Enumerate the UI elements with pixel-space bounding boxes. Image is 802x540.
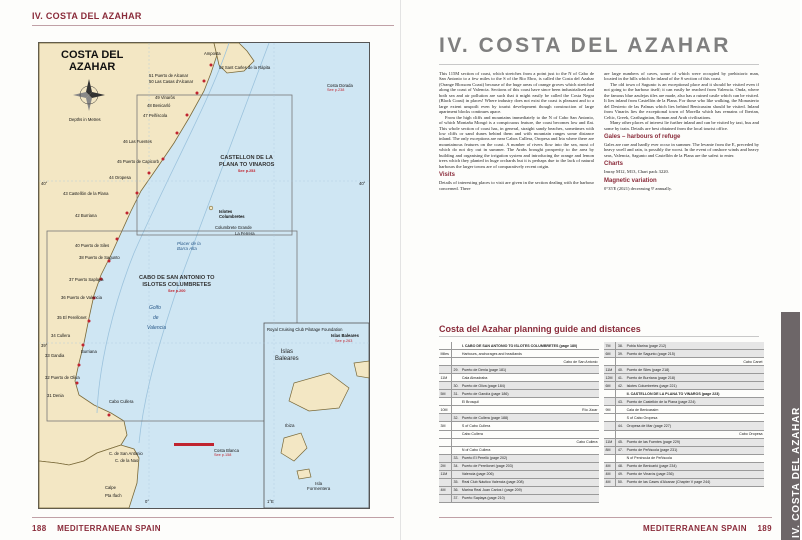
harbour-cell: Puerto de Peñíscola (page 231) [625,446,764,454]
la-ferrera-label: La Ferrera [235,231,255,236]
place-label: 34 Cullera [51,333,71,338]
table-row [439,470,599,478]
number-cell: 31. [452,390,461,398]
table-row [439,414,599,422]
text-column-2 [604,71,759,191]
number-cell [452,446,461,454]
formentera-label [307,481,330,491]
table-row [604,454,764,462]
map-title-line2: AZAHAR [68,61,116,73]
place-label: Amposta [204,51,221,56]
number-cell: 43. [616,398,625,406]
harbour-cell: Puerto de Vinaròs (page 236) [625,470,764,478]
paragraph: This 115M section of coast, which stretches from a point just to the N of Cabo de San Antonio to a few miles to the S of the Rio Ebro, is called the Costa del Azahar (Orange Blossom Coast) because of the huge areas of orange groves which stretched along the coast of Valencia. Sections of this coast have since been industrialised and both sea and air pollution are such that it might easily be called the Costa Negra (Black Coast) in places! Where industry does not exist the coast is pleasant and to a large extent unspoilt even by tourist development though construction of large apartment blocks continues apace. [439,71,594,115]
harbour-cell: Pobla Marina (page 212) [625,342,764,350]
place-label: 49 Vinaròs [155,95,175,100]
latitude-label: 40° [41,181,48,186]
distance-cell [439,414,452,422]
harbour-cell: Cabo Canet [625,358,764,366]
text-column-1 [439,71,594,191]
harbour-cell: Puerto de Cullera (page 188) [460,414,599,422]
paragraph: Gales are rare and hardly ever occur in summer. The levante from the E, preceded by heavy swell and rain, is possibly the worst. In the event of onshore winds and heavy seas, Valencia, Sagunto and Castellón de la Plana are the safest to enter. [604,141,759,158]
paragraph: Details of interesting places to visit are given in the section dealing with the harbour concerned. There [439,180,594,191]
place-label: Cabo Cullera [109,399,134,404]
table-row [604,422,764,430]
formentera-text: Isla [315,481,323,486]
table-row [439,422,599,430]
number-cell [452,398,461,406]
number-cell: 30. [452,382,461,390]
number-cell [616,430,625,438]
number-cell [616,358,625,366]
calpe-label: Calpe [105,485,116,490]
islotes-text: Columbretes [219,214,245,219]
distance-cell: 11M [604,366,616,374]
place-label: 52 Sant Carles de la Ràpita [219,65,271,70]
footer-rule [439,517,772,518]
rcc-inset-title: Royal Cruising Club Pilotage Foundation [267,327,343,332]
region-label-line: CABO DE SAN ANTONIO TO [139,275,215,281]
table-row [439,438,599,446]
table-row [439,350,599,358]
longitude-label: 0° [145,499,150,504]
side-tab-text: IV. COSTA DEL AZAHAR [791,406,802,538]
islotes-label [219,209,245,219]
distance-cell [439,454,452,462]
islas-baleares-label [275,349,299,363]
harbour-cell: Puerto de Perellonet (page 203) [460,462,599,470]
place-label: 33 Gandia [45,353,65,358]
region-page-ref: See p.200 [167,289,186,293]
number-cell: 35. [452,478,461,486]
harbour-cell: Puerto de las Fuentes (page 229) [625,438,764,446]
costa-dorada-page: See p.238 [327,88,345,92]
number-cell: 38. [616,342,625,350]
left-footer [32,524,161,533]
rcc-inset-subtitle: Islas Baleares [331,333,359,338]
left-page-number: 188 [32,524,47,533]
right-footer-book-title: MEDITERRANEAN SPAIN [643,524,747,533]
distance-cell: 11M [439,470,452,478]
table-row [604,406,764,414]
number-cell: 45. [616,438,625,446]
planning-table-left [439,342,599,503]
distance-cell: 9M [604,406,616,414]
harbour-cell: Puerto de Burriana (page 218) [625,374,764,382]
place-label: 38 Puerto de Sagunto [79,255,120,260]
place-label: 46 Las Fuentes [123,139,152,144]
table-row [604,350,764,358]
distance-cell: 11M [604,438,616,446]
distance-cell: 4M [604,462,616,470]
harbour-cell: Valencia (page 206) [460,470,599,478]
distance-cell [439,446,452,454]
place-label: 47 Peñíscola [143,113,168,118]
table-row [604,374,764,382]
placer-text: Placer de la [177,241,201,246]
number-cell: 34. [452,462,461,470]
table-row [439,430,599,438]
header-rule [32,25,394,26]
table-row [604,342,764,350]
number-cell [616,414,625,422]
number-cell: 41. [616,374,625,382]
sea-label-golfo: Golfo [149,305,161,311]
left-running-header: IV. COSTA DEL AZAHAR [32,11,142,21]
left-footer-book-title: MEDITERRANEAN SPAIN [57,524,161,533]
title-rule [439,64,759,65]
map-title-line1: COSTA DEL [61,49,124,61]
place-label: 50 Las Casas d'Alcanar [149,79,194,84]
harbour-cell: Puerto de Siles (page 218) [625,366,764,374]
number-cell: 33. [452,454,461,462]
distance-cell [604,398,616,406]
table-row [439,390,599,398]
distance-cell [439,358,452,366]
number-cell [616,454,625,462]
distance-cell: 5M [439,390,452,398]
number-cell: 47. [616,446,625,454]
place-label: 43 Castellón de la Plana [63,191,109,196]
region-cabo-label [139,275,214,295]
place-label: 42 Burriana [75,213,97,218]
paragraph: The old town of Sagunto is an exceptional place and it should be visited even if not going to the harbour itself; it can easily be reached from Valencia. Onda, where the famous blue azulejas tiles are made, also has a ruined castle which can be visited. It lies inland from Castellón de la Plana. For those who like walking, the Monasterio del Desierto de las Palmas which lies behind Benicassim should be visited. Inland from Vinaròs lies the exceptional town of Morella which has remains of Iberian, Celtic, Greek, Carthaginian, Roman and Arab civilisations. [604,81,759,120]
ibiza-label: Ibiza [285,423,295,428]
harbour-cell: II. CASTELLON DE LA PLANA TO VINAROS (page 223) [625,390,764,398]
number-cell: 48. [616,462,625,470]
number-cell [452,374,461,382]
distance-cell: 12M [604,374,616,382]
number-cell: 40. [616,366,625,374]
harbour-cell: N of Cabo Cullera [460,446,599,454]
table-row [604,470,764,478]
costa-dorada-text: Costa Dorada [327,83,353,88]
distance-cell [439,382,452,390]
distance-cell: 2M [439,462,452,470]
distance-cell [439,430,452,438]
table-row [439,478,599,486]
harbour-cell: S of Cabo Oropesa [625,414,764,422]
place-label: 40 Puerto de Siles [75,243,110,248]
placer-label [177,241,201,251]
distance-cell [439,494,452,502]
harbour-cell: Islotes Columbretes (page 221) [625,382,764,390]
distance-cell: 10M [439,406,452,414]
number-cell: 36. [452,486,461,494]
table-row [439,382,599,390]
depth-note: Depths in Metres [69,117,101,122]
distance-cell: 7M [604,342,616,350]
harbour-cell: Cabo Cullera [460,438,599,446]
place-label: 35 El Perellonet [57,315,87,320]
sea-label-valencia: Valencia [147,325,166,331]
table-row [439,454,599,462]
footer-rule [32,517,394,518]
harbour-cell: Real Club Náutico Valencia (page 208) [460,478,599,486]
number-cell [616,406,625,414]
latitude-label: 40° [359,181,366,186]
distance-cell: 4M [604,470,616,478]
sea-label-de: de [153,315,159,321]
number-cell [616,390,625,398]
number-cell: 44. [616,422,625,430]
right-page [401,0,800,540]
number-cell [452,358,461,366]
place-label: Burriana [81,349,97,354]
region-label-line: PLANA TO VINAROS [219,161,275,168]
distance-cell [604,422,616,430]
number-cell: 49. [616,470,625,478]
distance-cell [604,454,616,462]
table-row [604,366,764,374]
paragraph: Imray M12, M13, Chart pack 3220. [604,169,669,175]
cabo-nao-label: C. de la Nao [115,458,139,463]
table-row [604,414,764,422]
distance-cell: 4M [439,486,452,494]
number-cell [452,470,461,478]
harbour-cell: Puerto de Gandía (page 186) [460,390,599,398]
visits-heading: Visits [439,172,455,179]
number-cell: 29. [452,366,461,374]
region-page-ref: See p.253 [237,169,256,173]
paragraph: Many other places of interest lie further inland and can be visited by taxi, bus and some by train. Details are best obtained from the local tourist office. [604,120,759,131]
table-row [439,486,599,494]
costa-dorada-label [327,83,353,92]
table-row [604,390,764,398]
harbour-cell: Puerto de Castellón de la Plana (page 224) [625,398,764,406]
right-page-number: 189 [757,524,772,533]
table-row [439,342,599,350]
planning-rule [439,336,759,337]
number-cell [452,350,461,358]
planning-guide-heading: Costa del Azahar planning guide and distances [439,324,641,334]
table-row [604,438,764,446]
place-label: 51 Puerto de Alcanar [149,73,189,78]
table-row [439,446,599,454]
island-formentera [297,469,311,479]
distance-cell: 8M [604,446,616,454]
table-row [439,398,599,406]
number-cell: 50. [616,478,625,486]
harbour-cell: Puerto de las Cases d'Alcanar (Chapter V page 244) [625,478,764,486]
planning-table-right [604,342,764,487]
table-row [604,398,764,406]
harbour-cell: Puerto de Sagunto (page 215) [625,350,764,358]
harbour-cell: S of Cabo Cullera [460,422,599,430]
harbour-cell: Oropesa de Mar (page 227) [625,422,764,430]
table-row [439,462,599,470]
table-row [604,358,764,366]
distance-cell: 6M [604,382,616,390]
harbour-cell: Puerto El Perelló (page 202) [460,454,599,462]
cabo-san-antonio-label: C. de San Antonio [109,451,143,456]
harbour-cell: Cabo de San Antonio [460,358,599,366]
longitude-label: 1°E [267,499,274,504]
place-label: 31 Denia [47,393,64,398]
table-row [439,358,599,366]
table-row [439,406,599,414]
paragraph: are large numbers of caves, some of which were occupied by prehistoric man, located in the hills which lie inland of the S section of this coast. [604,71,759,82]
columbrete-grande-label: Columbrete Grande [215,225,252,230]
magvar-heading: Magnetic variation [604,177,657,184]
harbour-cell: N of Peníncula de Peñíscola [625,454,764,462]
number-cell [452,438,461,446]
ifach-label: Pta Ifach [105,493,122,498]
harbour-cell: Harbours, anchorages and headlands [460,350,599,358]
placer-text: Barra Alta [177,246,197,251]
harbour-cell: El Brosquil [460,398,599,406]
chapter-side-tab [781,312,800,540]
harbour-cell: Río Júcar [460,406,599,414]
costa-blanca-text: Costa Blanca [214,448,239,453]
distance-cell [604,414,616,422]
table-row [604,478,764,486]
place-label: 36 Puerto de Valencia [61,295,102,300]
place-label: 48 Benicarló [147,103,171,108]
islas-text: Baleares [275,356,299,362]
region-label-line: ISLOTES COLUMBRETES [142,281,212,288]
costa-blanca-page: See p.158 [214,453,232,457]
distance-cell: Miles [439,350,452,358]
number-cell [452,342,461,350]
formentera-text: Formentera [307,486,331,491]
chapter-title: IV. COSTA DEL AZAHAR [439,34,731,57]
coastal-map [38,42,370,509]
number-cell: 42. [616,382,625,390]
paragraph: From the high cliffs and mountains immediately to the N of Cabo San Antonio, of which Montaña Mongó is a conspicuous feature, the coast becomes low and flat. This whole section of coast has, in general, straight sandy beaches, sometimes with low cliffs or sand dunes behind them and with mountain ranges some distance inland. The only exceptions are near Cabos Cullera, Oropesa and Irta where there are mountainous features on the coast. A number of rivers flow into the sea, most of which do not dry out in summer. The Arabs brought prosperity to the area by building and organising the irrigation system and introducing the orange and lemon trees which they planted in huge orchards but it is perhaps due to the lack of natural harbours the larger towns are of comparatively recent origin. [439,114,594,169]
distance-cell: 4M [604,478,616,486]
place-label: 44 Oropesa [109,175,131,180]
number-cell [452,430,461,438]
table-row [604,462,764,470]
distance-cell [439,478,452,486]
map-title [61,49,123,73]
gales-heading: Gales – harbours of refuge [604,133,681,140]
costa-blanca-label [214,448,239,457]
distance-cell [439,438,452,446]
number-cell: 32. [452,414,461,422]
table-row [439,374,599,382]
region-label-line: CASTELLON DE LA [220,155,273,161]
distance-cell [604,358,616,366]
distance-cell: 11M [439,374,452,382]
islas-text: Islas [280,349,294,355]
harbour-cell: I. CABO DE SAN ANTONIO TO ISLOTES COLUMBRETES (page 180) [460,342,599,350]
latitude-label: 39° [41,343,48,348]
islotes-text: Islotes [219,209,233,214]
distance-cell [439,398,452,406]
distance-cell: 3M [439,422,452,430]
harbour-cell: Cala Almadraba [460,374,599,382]
number-cell [452,406,461,414]
right-footer [643,524,772,533]
paragraph: 0°35'E (2021) decreasing 9' annually. [604,185,672,191]
number-cell: 37. [452,494,461,502]
distance-cell [604,390,616,398]
charts-heading: Charts [604,161,624,168]
place-label: 45 Puerto de Capicorb [117,159,159,164]
harbour-cell: Cabo Oropesa [625,430,764,438]
place-label: 32 Puerto de Oliva [45,375,80,380]
table-row [604,382,764,390]
table-row [439,366,599,374]
harbour-cell: Puerto de Oliva (page 184) [460,382,599,390]
harbour-cell: Puerto de Denia (page 181) [460,366,599,374]
table-row [604,430,764,438]
islotes-columbretes [209,206,213,210]
harbour-cell: Cabo Cullera [460,430,599,438]
region-castellon-label [219,155,274,175]
table-row [439,494,599,502]
distance-cell [439,366,452,374]
harbour-cell: Cala de Benicassim [625,406,764,414]
number-cell [452,422,461,430]
harbour-cell: Puerto Saplaya (page 210) [460,494,599,502]
number-cell: 39. [616,350,625,358]
place-label: 37 Puerto Saplaya [69,277,104,282]
scale-bar [174,443,214,446]
distance-cell: 6M [604,350,616,358]
distance-cell [439,342,452,350]
harbour-cell: Puerto de Benicarló (page 234) [625,462,764,470]
distance-cell [604,430,616,438]
table-row [604,446,764,454]
harbour-cell: Marina Real Juan Carlos I (page 209) [460,486,599,494]
rcc-inset-page: See p.263 [335,339,353,343]
